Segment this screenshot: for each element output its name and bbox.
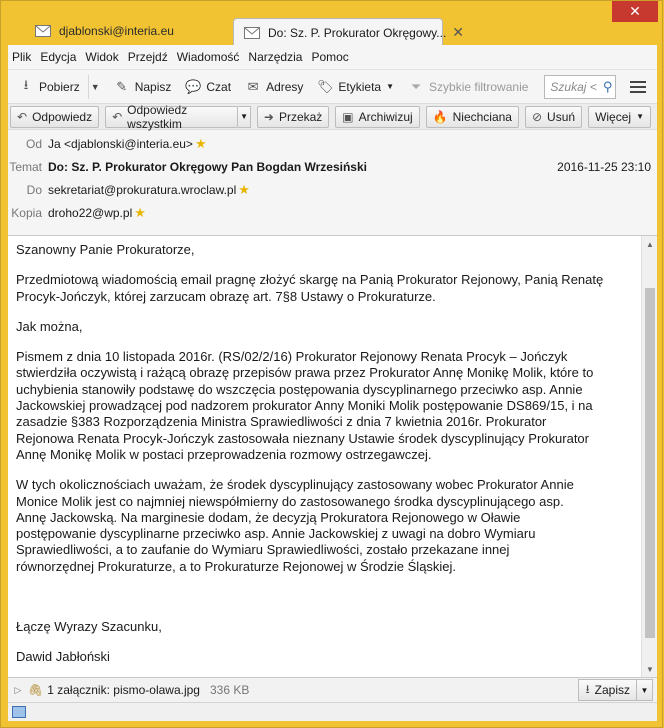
attachment-bar [8,678,657,702]
menu-narzedzia[interactable]: Narzędzia [248,50,303,64]
body-paragraph: Szanowny Panie Prokuratorze, [16,242,195,257]
reply-all-dropdown[interactable]: ▼ [238,106,251,128]
menu-edycja[interactable]: Edycja [40,50,77,64]
to-label: Do [26,182,42,197]
quick-filter-label: Szybkie filtrowanie [429,79,529,94]
menu-widok[interactable]: Widok [85,50,119,64]
message-text [16,242,636,680]
menu-pomoc[interactable]: Pomoc [311,50,349,64]
header-subject-row [8,155,657,178]
forward-label: Przekaż [278,109,323,124]
archive-button[interactable] [335,106,419,128]
address-book-label: Adresy [266,79,304,94]
pencil-icon: ✎ [116,78,128,94]
menu-wiadomosc[interactable]: Wiadomość [176,50,240,64]
subject-value: Do: Sz. P. Prokurator Okręgowy Pan Bogdan Wrzesiński [48,159,367,174]
body-paragraph: Jak można, [16,318,83,334]
message-action-bar [8,103,657,129]
reply-label: Odpowiedz [32,109,93,124]
message-body[interactable] [8,235,657,678]
reply-all-label: Odpowiedz wszystkim [127,102,188,131]
paperclip-icon: 🖇 [28,683,44,697]
flame-icon: 🔥 [432,109,448,124]
reply-button[interactable] [10,106,99,128]
chevron-down-icon: ▼ [386,82,395,91]
get-messages-label: Pobierz [39,79,80,94]
header-to-row [8,178,657,201]
delete-label: Usuń [547,109,576,124]
search-placeholder: Szukaj < [550,79,597,94]
star-icon[interactable]: ★ [194,135,207,151]
attachment-label[interactable]: 1 załącznik: pismo-olawa.jpg [47,683,200,697]
expand-attachments-icon[interactable]: ▷ [14,684,22,695]
save-dropdown[interactable]: ▼ [637,679,653,701]
more-label: Więcej [595,109,632,124]
save-label: Zapisz [594,683,630,697]
prohibited-icon: ⊘ [531,109,543,124]
forward-icon: ➜ [263,109,274,124]
tab-message-label: Do: Sz. P. Prokurator Okręgowy... [268,25,447,40]
from-value[interactable]: Ja <djablonski@interia.eu> [48,136,193,151]
body-paragraph: Łączę Wyrazy Szacunku, [16,619,162,635]
client-area [8,45,657,721]
close-tab-icon[interactable]: ✕ [452,24,465,40]
junk-button[interactable] [426,106,519,128]
star-icon[interactable]: ★ [134,204,146,220]
attachment-size: 336 KB [209,683,250,697]
forward-button[interactable] [257,106,329,128]
tab-bar [1,1,664,45]
tag-icon: 🏷 [317,78,334,94]
body-paragraph: Przedmiotową wiadomością email pragnę złożyć skargę na Panią Prokurator Rejonowy, Panią Renatę Procyk-Jończyk, której zarzucam obrazę art. 7§8 Ustawy o Prokuraturze. [16,272,604,304]
reply-all-button[interactable] [105,102,238,131]
menu-plik[interactable]: Plik [12,50,32,64]
cc-value[interactable]: droho22@wp.pl [48,205,133,220]
blank-line [16,589,636,605]
chat-bubble-icon: 💬 [185,78,202,94]
header-from-row [8,132,657,155]
chat-button[interactable] [179,75,237,99]
subject-label: Temat [9,159,42,174]
reply-all-icon: ↶ [112,109,123,124]
activity-icon[interactable] [12,706,26,718]
write-button[interactable] [108,75,178,99]
close-window-button[interactable]: ✕ [612,1,658,22]
menu-przejdz[interactable]: Przejdź [127,50,168,64]
scroll-up-icon[interactable]: ▲ [646,239,654,249]
more-button[interactable] [588,106,651,128]
body-paragraph: Pismem z dnia 10 listopada 2016r. (RS/02/2/16) Prokurator Rejonowy Renata Procyk – Jończyk stwierdziła oczywistą i rażącą obrazę przepisów prawa przez Prokurator Annę Monikę Molik, które to uchybienia stanowiły podstawę do wszczęcia postępowania dyscyplinarnego przeciwko asp. Annie Jackowskiej prowadzącej pod nadzorem prokurator Anny Moniki Molik postępowanie DS869/15, i na zasadzie §383 Rozporządzenia Ministra Sprawiedliwości z dnia 7 kwietnia 2016r. Prokurator Rejonowa Renata Procyk-Jończyk zastosowała nieznany Ustawie środek dyscyplinujący Prokurator Annę Monikę Molik w postaci przeprowadzenia rozmowy ostrzegawczej. [16,349,594,462]
status-bar [8,702,657,721]
tab-inbox[interactable] [25,17,225,45]
message-headers [8,129,657,224]
download-icon: ⭳ [23,76,29,92]
envelope-icon [35,25,51,37]
header-cc-row [8,201,657,224]
get-messages-dropdown[interactable]: ▼ [88,75,102,99]
search-icon[interactable]: ⚲ [602,78,613,94]
junk-label: Niechciana [452,109,512,124]
vertical-scrollbar[interactable] [641,236,657,677]
tag-label: Etykieta [338,79,382,94]
get-messages-button[interactable] [12,75,86,99]
address-book-button[interactable] [239,75,309,99]
menu-bar [8,45,657,69]
chat-label: Czat [206,79,232,94]
chevron-down-icon: ▼ [636,112,644,121]
signature: Dawid Jabłoński [16,649,110,665]
tab-inbox-label: djablonski@interia.eu [59,24,174,38]
filter-icon: ⏷ [410,78,422,94]
cc-label: Kopia [11,205,42,220]
scroll-down-icon[interactable]: ▼ [646,664,654,674]
from-label: Od [25,136,42,151]
tag-button[interactable] [311,75,400,99]
save-attachment-button[interactable] [578,679,637,701]
quick-filter-button[interactable] [402,75,534,99]
star-icon[interactable]: ★ [238,181,250,197]
to-value[interactable]: sekretariat@prokuratura.wroclaw.pl [48,182,237,197]
message-date: 2016-11-25 23:10 [557,159,651,174]
body-paragraph: W tych okolicznościach uważam, że środek dyscyplinujący zastosowany wobec Prokurator Annie Monice Molik jest co najmniej niewspółmierny do zastosowanego środka dyscyplinującego asp. Annę Jackowską. Na marginesie dodam, że decyzją Prokuratora Rejonowego w Oławie postępowanie dyscyplinarne przeciwko asp. Annie Jackowskiej z uwagi na dobro Wymiaru Sprawiedliwości, a to zaufanie do Wymiaru Sprawiedliwości, zostało przekazane innej równorzędnej Prokuraturze, a to Prokuraturze Rejonowej w Środzie Śląskiej. [16,477,574,574]
search-input[interactable] [544,75,616,99]
download-icon: ⭳ [585,681,590,696]
archive-icon: ▣ [342,109,354,124]
archive-label: Archiwizuj [358,109,413,124]
scroll-thumb[interactable] [645,288,655,638]
envelope-icon [244,27,260,39]
reply-icon: ↶ [17,109,28,124]
delete-button[interactable] [525,106,582,128]
write-label: Napisz [134,79,172,94]
address-book-icon: ✉ [247,78,259,94]
menu-icon[interactable] [630,81,646,93]
tab-message[interactable] [233,18,465,46]
main-toolbar [8,69,657,103]
